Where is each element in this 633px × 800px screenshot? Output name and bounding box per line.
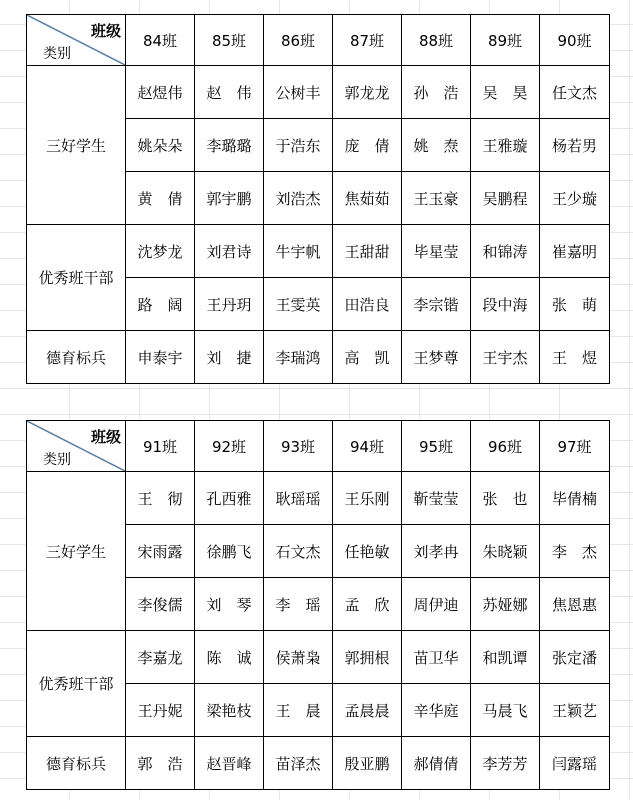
class-header: 91班 bbox=[126, 421, 195, 472]
student-name-cell: 靳莹莹 bbox=[402, 472, 471, 525]
student-name-cell: 王雯英 bbox=[264, 278, 333, 331]
student-name-cell: 郭宇鹏 bbox=[195, 172, 264, 225]
table-row bbox=[27, 225, 610, 278]
student-name-cell: 张 萌 bbox=[540, 278, 610, 331]
table-row bbox=[27, 631, 610, 684]
student-name-cell: 郝倩倩 bbox=[402, 737, 471, 790]
student-name-cell: 李俊儒 bbox=[126, 578, 195, 631]
student-name-cell: 申泰宇 bbox=[126, 331, 195, 384]
student-name-cell: 李嘉龙 bbox=[126, 631, 195, 684]
student-name-cell: 梁艳枝 bbox=[195, 684, 264, 737]
student-name-cell: 于浩东 bbox=[264, 119, 333, 172]
student-name-cell: 焦茹茹 bbox=[333, 172, 402, 225]
header-row bbox=[27, 421, 610, 472]
student-name-cell: 苗卫华 bbox=[402, 631, 471, 684]
category-cell: 三好学生 bbox=[27, 66, 126, 225]
student-name-cell: 杨若男 bbox=[540, 119, 610, 172]
student-name-cell: 王 晨 bbox=[264, 684, 333, 737]
student-name-cell: 焦恩惠 bbox=[540, 578, 610, 631]
student-name-cell: 刘浩杰 bbox=[264, 172, 333, 225]
corner-category-label: 类别 bbox=[43, 452, 71, 468]
student-name-cell: 孔西雅 bbox=[195, 472, 264, 525]
student-name-cell: 段中海 bbox=[471, 278, 540, 331]
student-name-cell: 王宇杰 bbox=[471, 331, 540, 384]
table-row bbox=[27, 331, 610, 384]
student-name-cell: 吴 昊 bbox=[471, 66, 540, 119]
award-table-2 bbox=[26, 420, 610, 790]
corner-category-label: 类别 bbox=[43, 46, 71, 62]
award-table-1 bbox=[26, 14, 610, 384]
student-name-cell: 王梦尊 bbox=[402, 331, 471, 384]
student-name-cell: 王颖艺 bbox=[540, 684, 610, 737]
category-cell: 优秀班干部 bbox=[27, 631, 126, 737]
student-name-cell: 赵晋峰 bbox=[195, 737, 264, 790]
student-name-cell: 徐鹏飞 bbox=[195, 525, 264, 578]
student-name-cell: 王 煜 bbox=[540, 331, 610, 384]
corner-class-label: 班级 bbox=[90, 428, 121, 446]
class-header: 86班 bbox=[264, 15, 333, 66]
student-name-cell: 刘 捷 bbox=[195, 331, 264, 384]
student-name-cell: 毕星莹 bbox=[402, 225, 471, 278]
category-cell: 三好学生 bbox=[27, 472, 126, 631]
student-name-cell: 陈 诚 bbox=[195, 631, 264, 684]
student-name-cell: 朱晓颖 bbox=[471, 525, 540, 578]
student-name-cell: 沈梦龙 bbox=[126, 225, 195, 278]
class-header: 84班 bbox=[126, 15, 195, 66]
student-name-cell: 李瑞鸿 bbox=[264, 331, 333, 384]
student-name-cell: 王玉豪 bbox=[402, 172, 471, 225]
class-header: 87班 bbox=[333, 15, 402, 66]
student-name-cell: 和凯谭 bbox=[471, 631, 540, 684]
class-header: 96班 bbox=[471, 421, 540, 472]
class-header: 88班 bbox=[402, 15, 471, 66]
student-name-cell: 李 杰 bbox=[540, 525, 610, 578]
student-name-cell: 孟晨晨 bbox=[333, 684, 402, 737]
student-name-cell: 刘孝冉 bbox=[402, 525, 471, 578]
student-name-cell: 王乐刚 bbox=[333, 472, 402, 525]
class-header: 89班 bbox=[471, 15, 540, 66]
student-name-cell: 李宗锴 bbox=[402, 278, 471, 331]
corner-class-label: 班级 bbox=[90, 22, 121, 40]
student-name-cell: 毕倩楠 bbox=[540, 472, 610, 525]
header-row bbox=[27, 15, 610, 66]
student-name-cell: 孙 浩 bbox=[402, 66, 471, 119]
student-name-cell: 路 阔 bbox=[126, 278, 195, 331]
student-name-cell: 辛华庭 bbox=[402, 684, 471, 737]
student-name-cell: 王甜甜 bbox=[333, 225, 402, 278]
student-name-cell: 耿瑶瑶 bbox=[264, 472, 333, 525]
student-name-cell: 和锦涛 bbox=[471, 225, 540, 278]
student-name-cell: 刘 琴 bbox=[195, 578, 264, 631]
student-name-cell: 任艳敏 bbox=[333, 525, 402, 578]
student-name-cell: 侯萧枭 bbox=[264, 631, 333, 684]
student-name-cell: 石文杰 bbox=[264, 525, 333, 578]
class-header: 85班 bbox=[195, 15, 264, 66]
table-row bbox=[27, 66, 610, 119]
student-name-cell: 张 也 bbox=[471, 472, 540, 525]
student-name-cell: 黄 倩 bbox=[126, 172, 195, 225]
student-name-cell: 任文杰 bbox=[540, 66, 610, 119]
student-name-cell: 庞 倩 bbox=[333, 119, 402, 172]
student-name-cell: 宋雨露 bbox=[126, 525, 195, 578]
student-name-cell: 郭龙龙 bbox=[333, 66, 402, 119]
student-name-cell: 牛宇帆 bbox=[264, 225, 333, 278]
student-name-cell: 公树丰 bbox=[264, 66, 333, 119]
student-name-cell: 赵煜伟 bbox=[126, 66, 195, 119]
student-name-cell: 姚朵朵 bbox=[126, 119, 195, 172]
class-header: 92班 bbox=[195, 421, 264, 472]
student-name-cell: 王少璇 bbox=[540, 172, 610, 225]
table-row bbox=[27, 737, 610, 790]
student-name-cell: 王雅璇 bbox=[471, 119, 540, 172]
table-row bbox=[27, 472, 610, 525]
student-name-cell: 吴鹏程 bbox=[471, 172, 540, 225]
class-header: 90班 bbox=[540, 15, 610, 66]
student-name-cell: 孟 欣 bbox=[333, 578, 402, 631]
student-name-cell: 殷亚鹏 bbox=[333, 737, 402, 790]
student-name-cell: 张定潘 bbox=[540, 631, 610, 684]
student-name-cell: 马晨飞 bbox=[471, 684, 540, 737]
class-header: 93班 bbox=[264, 421, 333, 472]
student-name-cell: 王 彻 bbox=[126, 472, 195, 525]
student-name-cell: 王丹妮 bbox=[126, 684, 195, 737]
student-name-cell: 闫露瑶 bbox=[540, 737, 610, 790]
student-name-cell: 田浩良 bbox=[333, 278, 402, 331]
student-name-cell: 赵 伟 bbox=[195, 66, 264, 119]
category-cell: 德育标兵 bbox=[27, 331, 126, 384]
corner-header-cell bbox=[27, 421, 126, 472]
student-name-cell: 苏娅娜 bbox=[471, 578, 540, 631]
student-name-cell: 周伊迪 bbox=[402, 578, 471, 631]
category-cell: 优秀班干部 bbox=[27, 225, 126, 331]
class-header: 95班 bbox=[402, 421, 471, 472]
class-header: 94班 bbox=[333, 421, 402, 472]
student-name-cell: 刘君诗 bbox=[195, 225, 264, 278]
student-name-cell: 李芳芳 bbox=[471, 737, 540, 790]
student-name-cell: 郭拥根 bbox=[333, 631, 402, 684]
class-header: 97班 bbox=[540, 421, 610, 472]
student-name-cell: 苗泽杰 bbox=[264, 737, 333, 790]
corner-header-cell bbox=[27, 15, 126, 66]
student-name-cell: 姚 焘 bbox=[402, 119, 471, 172]
category-cell: 德育标兵 bbox=[27, 737, 126, 790]
student-name-cell: 李 瑶 bbox=[264, 578, 333, 631]
student-name-cell: 李璐璐 bbox=[195, 119, 264, 172]
student-name-cell: 王丹玥 bbox=[195, 278, 264, 331]
student-name-cell: 高 凯 bbox=[333, 331, 402, 384]
student-name-cell: 郭 浩 bbox=[126, 737, 195, 790]
student-name-cell: 崔嘉明 bbox=[540, 225, 610, 278]
